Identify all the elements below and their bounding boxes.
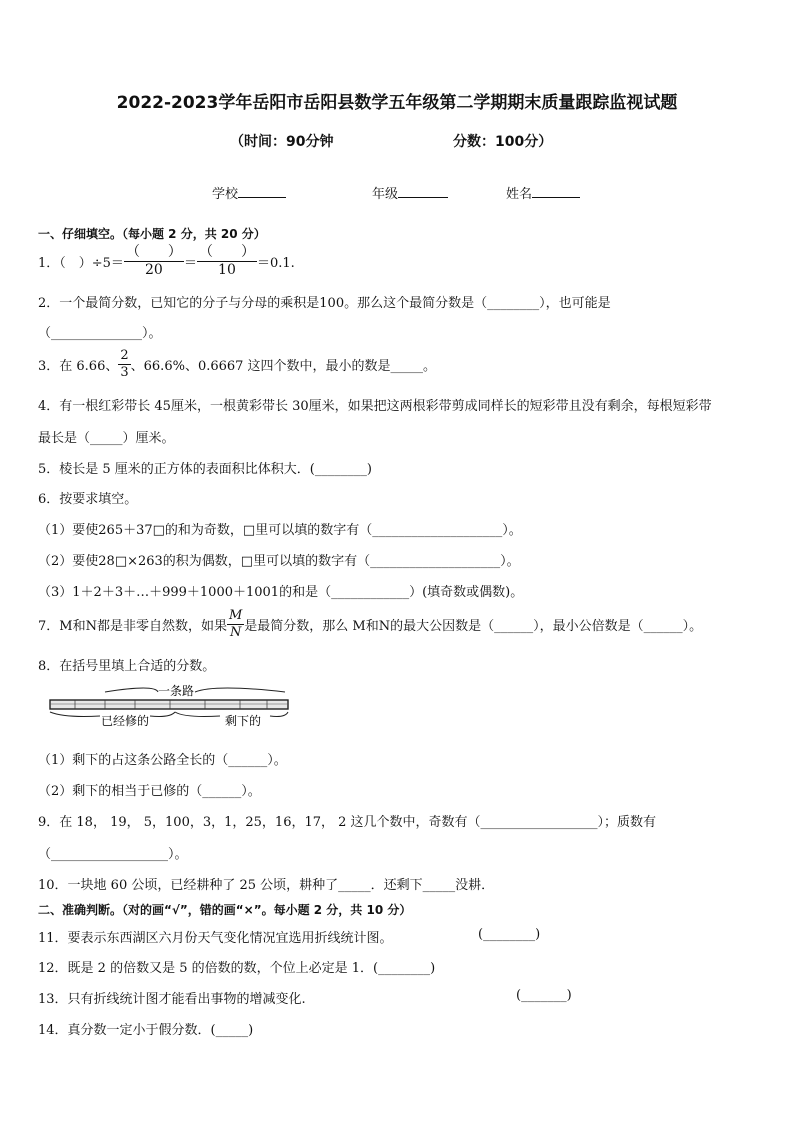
road-diagram-svg <box>45 682 295 732</box>
grade-blank[interactable] <box>398 185 448 198</box>
question-13: 13．只有折线统计图才能看出事物的增减变化. <box>38 992 306 1007</box>
question-13-blank[interactable]: (_______) <box>516 988 572 1003</box>
question-3 <box>38 348 436 381</box>
diagram-label-top: 一条路 <box>158 684 195 698</box>
question-8-part1: （1）剩下的占这条公路全长的（______）。 <box>38 753 287 768</box>
question-6-part1: （1）要使265＋37□的和为奇数，□里可以填的数字有（____________________）。 <box>38 523 522 538</box>
q7-fraction <box>227 608 244 641</box>
question-9-line1: 9．在 18， 19， 5，100，3，1，25，16，17， 2 这几个数中，奇数有（__________________）；质数有 <box>38 815 657 830</box>
q3-f-num: 2 <box>120 348 129 363</box>
q7-f-num: M <box>228 608 243 623</box>
question-2-line2: （______________）。 <box>38 326 162 341</box>
q7-end: 是最简分数，那么 M和N的最大公因数是（______），最小公倍数是（______）。 <box>244 619 703 634</box>
question-6-part2: （2）要使28□×263的积为偶数，□里可以填的数字有（____________________）。 <box>38 554 520 569</box>
school-label: 学校 <box>212 187 239 202</box>
section2-heading: 二、准确判断。（对的画“√”，错的画“×”。每小题 2 分，共 10 分） <box>38 903 412 917</box>
q1-f2-num: （ ） <box>198 244 255 260</box>
q1-eq: ＝ <box>183 256 197 271</box>
school-blank[interactable] <box>238 185 286 198</box>
question-11-blank[interactable]: (________) <box>478 927 541 942</box>
name-label: 姓名 <box>506 187 533 202</box>
exam-time: （时间：90分钟 <box>230 134 334 150</box>
diagram-label-left: 已经修的 <box>101 714 150 728</box>
q3-start: 3．在 6.66、 <box>38 359 119 374</box>
question-1 <box>38 244 295 279</box>
question-14: 14．真分数一定小于假分数．(_____) <box>38 1023 254 1038</box>
question-4-line2: 最长是（_____）厘米。 <box>38 431 175 446</box>
question-2-line1: 2．一个最简分数，已知它的分子与分母的乘积是100。那么这个最简分数是（________），也可能是 <box>38 296 611 311</box>
q1-f1-den: 20 <box>145 262 163 278</box>
q3-fraction <box>118 348 130 381</box>
section1-heading: 一、仔细填空。（每小题 2 分，共 20 分） <box>38 227 266 241</box>
question-6-part3: （3）1＋2＋3＋…＋999＋1000＋1001的和是（____________）(填奇数或偶数)。 <box>38 585 524 600</box>
q3-f-den: 3 <box>120 365 129 380</box>
question-8-part2: （2）剩下的相当于已修的（______）。 <box>38 784 261 799</box>
q1-f2-den: 10 <box>218 262 236 278</box>
q7-start: 7．M和N都是非零自然数，如果 <box>38 619 227 634</box>
school-field <box>212 183 286 202</box>
question-8: 8．在括号里填上合适的分数。 <box>38 659 216 674</box>
q1-end: ＝0.1. <box>256 256 295 271</box>
q1-f1-num: （ ） <box>125 244 182 260</box>
grade-label: 年级 <box>372 187 399 202</box>
question-12: 12．既是 2 的倍数又是 5 的倍数的数，个位上必定是 1．(________) <box>38 961 436 976</box>
name-field <box>506 183 580 202</box>
road-diagram <box>45 682 295 732</box>
question-4-line1: 4．有一根红彩带长 45厘米，一根黄彩带长 30厘米，如果把这两根彩带剪成同样长的短彩带且没有剩余，每根短彩带 <box>38 399 712 414</box>
question-7 <box>38 608 702 641</box>
question-5: 5．棱长是 5 厘米的正方体的表面积比体积大．(________) <box>38 462 372 477</box>
question-9-line2: （__________________）。 <box>38 847 188 862</box>
q1-fraction-2 <box>197 244 257 279</box>
question-10: 10．一块地 60 公顷，已经耕种了 25 公顷，耕种了_____．还剩下_____没耕． <box>38 878 495 893</box>
grade-field <box>372 183 448 202</box>
q1-start: 1．（ ）÷5＝ <box>38 256 124 271</box>
q3-end: 、66.6%、0.6667 这四个数中，最小的数是_____。 <box>130 359 437 374</box>
question-11: 11．要表示东西湖区六月份天气变化情况宜选用折线统计图。 <box>38 931 393 946</box>
q1-fraction-1 <box>124 244 184 279</box>
q7-f-den: N <box>229 625 242 640</box>
question-6: 6．按要求填空。 <box>38 492 138 507</box>
name-blank[interactable] <box>532 185 580 198</box>
page-title: 2022-2023学年岳阳市岳阳县数学五年级第二学期期末质量跟踪监视试题 <box>116 93 678 113</box>
diagram-label-right: 剩下的 <box>225 714 262 728</box>
exam-score: 分数：100分） <box>453 134 553 150</box>
